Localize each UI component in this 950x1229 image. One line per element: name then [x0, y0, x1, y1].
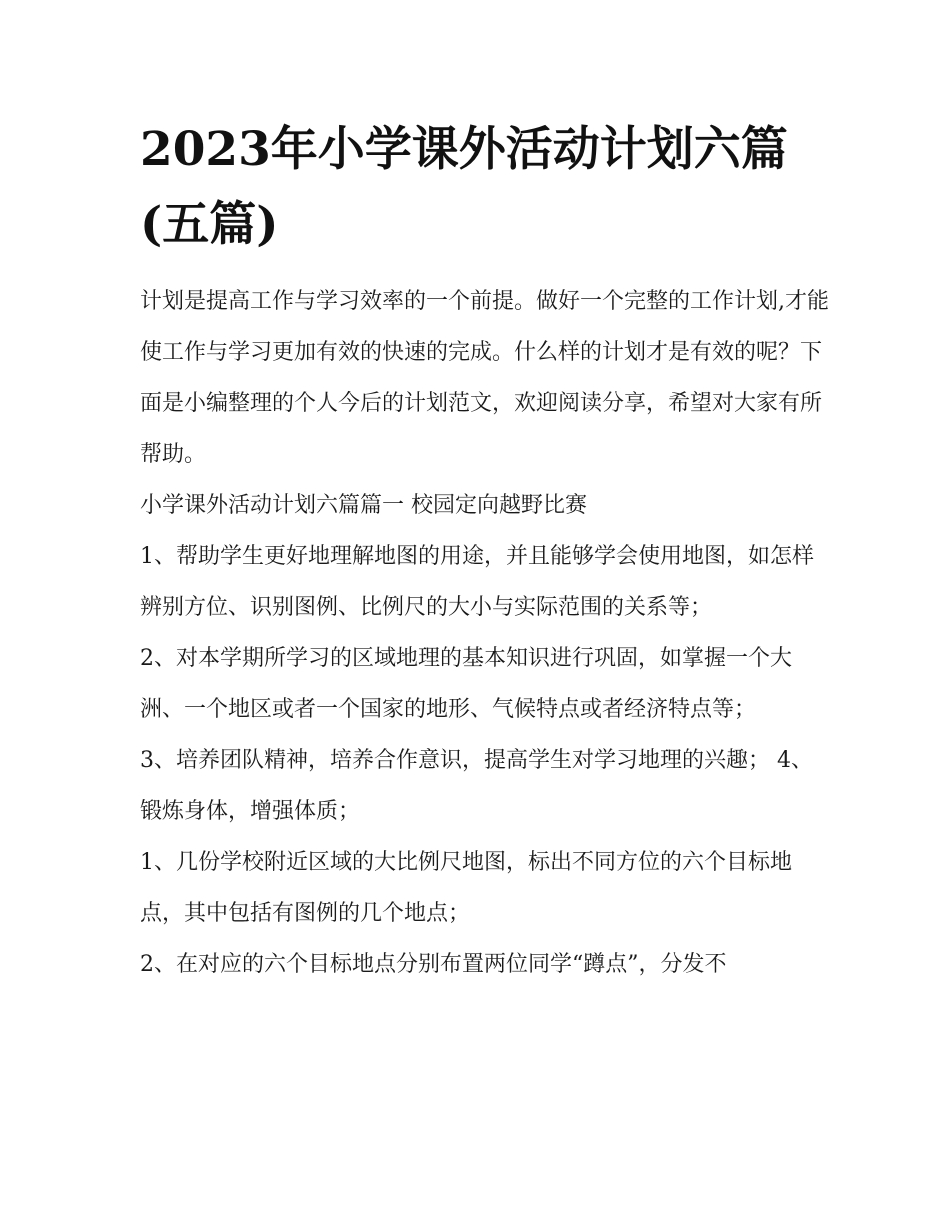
- section-heading: 小学课外活动计划六篇篇一 校园定向越野比赛: [140, 493, 587, 518]
- prep-item-1: 1、几份学校附近区域的大比例尺地图，标出不同方位的六个目标地点，其中包括有图例的几个地点；: [140, 850, 792, 926]
- goal-item-2: 2、对本学期所学习的区域地理的基本知识进行巩固，如掌握一个大洲、一个地区或者一个国家的地形、气候特点或者经济特点等；: [140, 646, 792, 722]
- goal-item-3-4: 3、培养团队精神，培养合作意识，提高学生对学习地理的兴趣； 4、锻炼身体，增强体质；: [140, 748, 813, 824]
- document-body: [140, 276, 830, 990]
- intro-paragraph: 计划是提高工作与学习效率的一个前提。做好一个完整的工作计划,才能使工作与学习更加有效的快速的完成。什么样的计划才是有效的呢？下面是小编整理的个人今后的计划范文，欢迎阅读分享，希望对大家有所帮助。: [140, 289, 829, 467]
- document-title: 2023年小学课外活动计划六篇(五篇): [140, 122, 788, 252]
- prep-item-2: 2、在对应的六个目标地点分别布置两位同学“蹲点”，分发不: [140, 952, 727, 977]
- goal-item-1: 1、帮助学生更好地理解地图的用途，并且能够学会使用地图，如怎样辨别方位、识别图例、比例尺的大小与实际范围的关系等；: [140, 544, 814, 620]
